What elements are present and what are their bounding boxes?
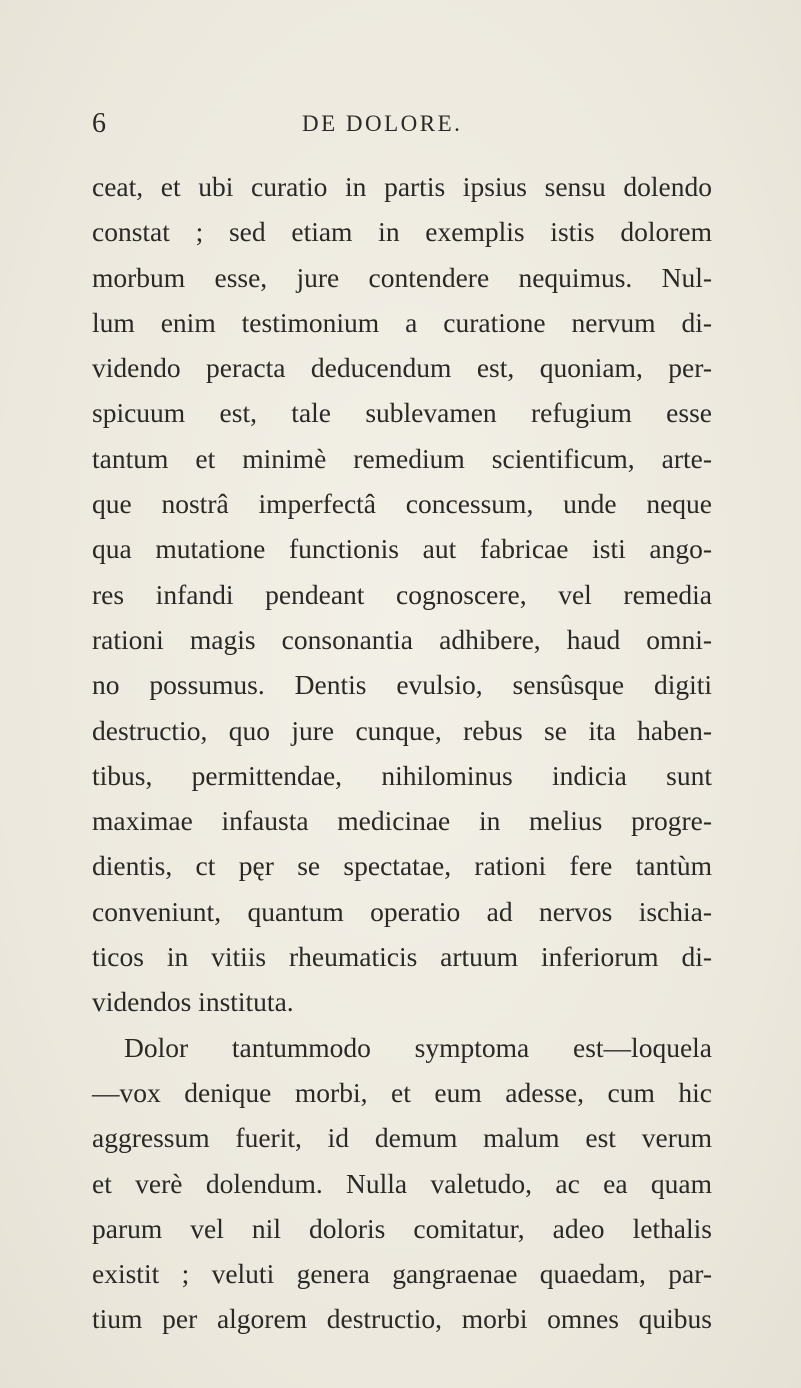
text-line: no possumus. Dentis evulsio, sensûsque digiti [92,669,712,701]
text-line: conveniunt, quantum operatio ad nervos ischia- [92,895,712,927]
text-line: spicuum est, tale sublevamen refugium esse [92,397,712,429]
text-line: res infandi pendeant cognoscere, vel remedia [92,578,712,610]
page-header [92,104,720,144]
text-line: dientis, ct pęr se spectatae, rationi fere tantùm [92,850,712,882]
text-line: aggressum fuerit, id demum malum est verum [92,1122,712,1154]
body-text [92,164,712,1342]
text-line: morbum esse, jure contendere nequimus. Nul- [92,261,712,293]
text-line: tantum et minimè remedium scientificum, arte- [92,442,712,474]
text-line: que nostrâ imperfectâ concessum, unde neque [92,488,712,520]
text-line: constat ; sed etiam in exemplis istis dolorem [92,216,712,248]
text-line: qua mutatione functionis aut fabricae isti ango- [92,533,712,565]
paragraph-end-line: videndos instituta. [92,986,294,1018]
paragraph-start-line: Dolor tantummodo symptoma est—loquela [124,1031,712,1063]
text-line: et verè dolendum. Nulla valetudo, ac ea quam [92,1167,712,1199]
text-line: tium per algorem destructio, morbi omnes quibus [92,1303,712,1335]
text-line: maximae infausta medicinae in melius progre- [92,805,712,837]
page-number: 6 [92,108,106,139]
text-line: videndo peracta deducendum est, quoniam, per- [92,352,712,384]
text-line: tibus, permittendae, nihilominus indicia sunt [92,759,712,791]
text-line: ceat, et ubi curatio in partis ipsius sensu dolendo [92,171,712,202]
text-line: lum enim testimonium a curatione nervum di- [92,306,712,338]
text-line: parum vel nil doloris comitatur, adeo lethalis [92,1212,712,1244]
text-line: —vox denique morbi, et eum adesse, cum hic [92,1076,712,1108]
running-title: DE DOLORE. [302,111,463,136]
text-line: destructio, quo jure cunque, rebus se ita haben- [92,714,712,746]
text-line: ticos in vitiis rheumaticis artuum inferiorum di- [92,941,712,973]
text-line: existit ; veluti genera gangraenae quaedam, par- [92,1258,712,1290]
text-line: rationi magis consonantia adhibere, haud omni- [92,623,712,655]
